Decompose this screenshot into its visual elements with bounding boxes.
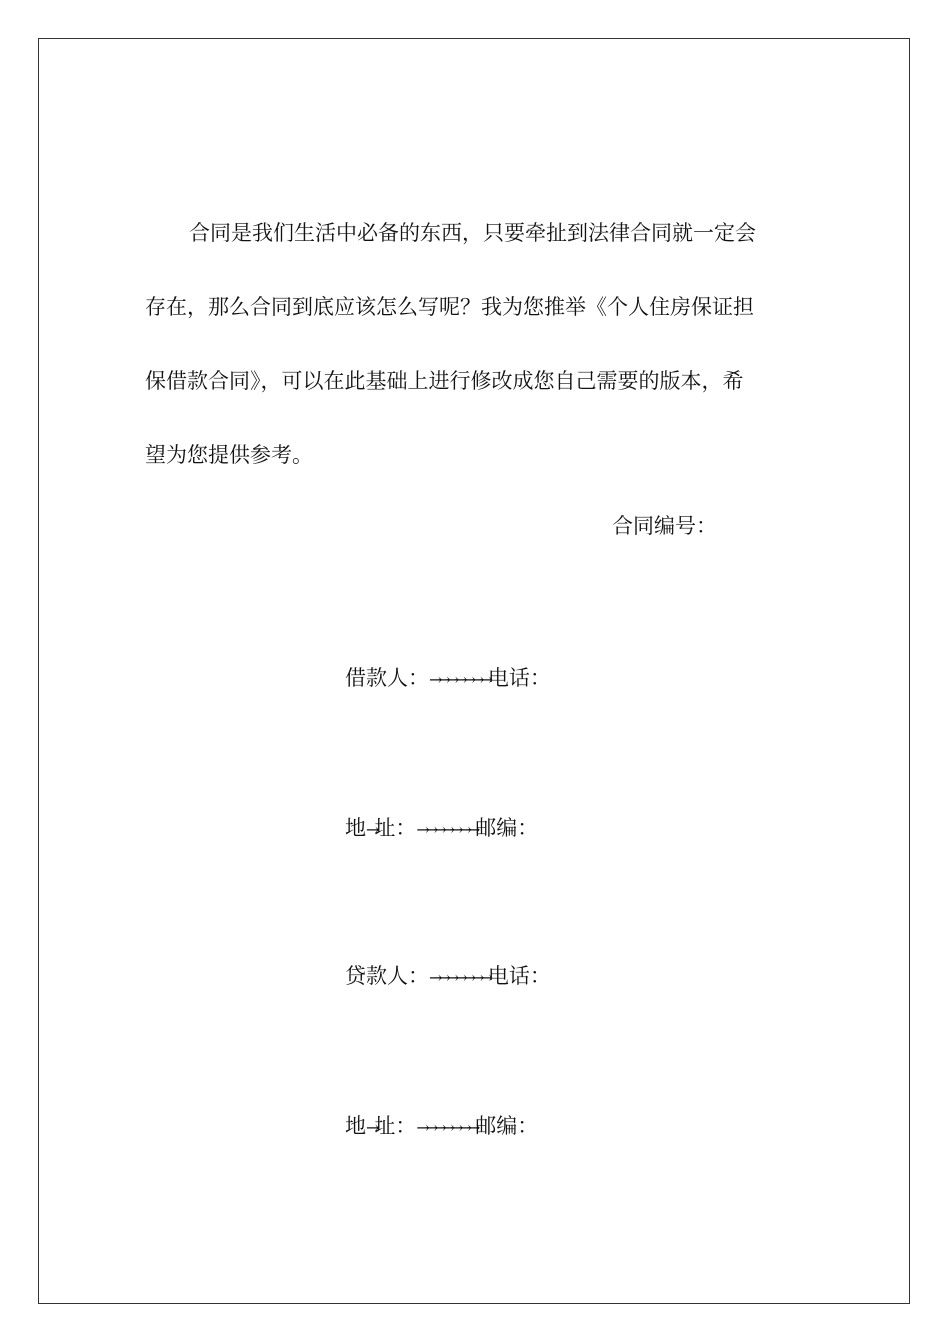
tab-arrows: →→→→→→→ (429, 670, 488, 689)
intro-line: 望为您提供参考。 (145, 443, 313, 467)
intro-line: 保借款合同》，可以在此基础上进行修改成您自己需要的版本，希 (145, 369, 744, 393)
contract-number-label: 合同编号： (612, 514, 717, 538)
intro-line: 存在，那么合同到底应该怎么写呢？我为您推举《个人住房保证担 (145, 295, 754, 319)
tab-arrows: →→→→→→→ (429, 968, 488, 987)
lender-row (345, 960, 551, 990)
address-label-part: 址： (374, 816, 417, 840)
postcode-label: 邮编： (475, 1114, 539, 1138)
postcode-label: 邮编： (475, 816, 539, 840)
borrower-address-row (345, 812, 538, 842)
lender-address-row (345, 1110, 538, 1140)
address-label-part: 址： (374, 1114, 417, 1138)
tab-arrows: →→→→→→→ (416, 820, 476, 839)
intro-paragraph (145, 196, 795, 492)
tab-arrow: → (366, 1118, 375, 1137)
tab-arrows: →→→→→→→ (416, 1118, 476, 1137)
phone-label: 电话： (487, 666, 551, 690)
address-label-part: 地 (345, 1114, 366, 1138)
phone-label: 电话： (487, 964, 551, 988)
intro-line: 合同是我们生活中必备的东西，只要牵扯到法律合同就一定会 (189, 221, 756, 245)
tab-arrow: → (366, 820, 375, 839)
borrower-row (345, 662, 551, 692)
borrower-label: 借款人： (345, 666, 429, 690)
lender-label: 贷款人： (345, 964, 429, 988)
address-label-part: 地 (345, 816, 366, 840)
